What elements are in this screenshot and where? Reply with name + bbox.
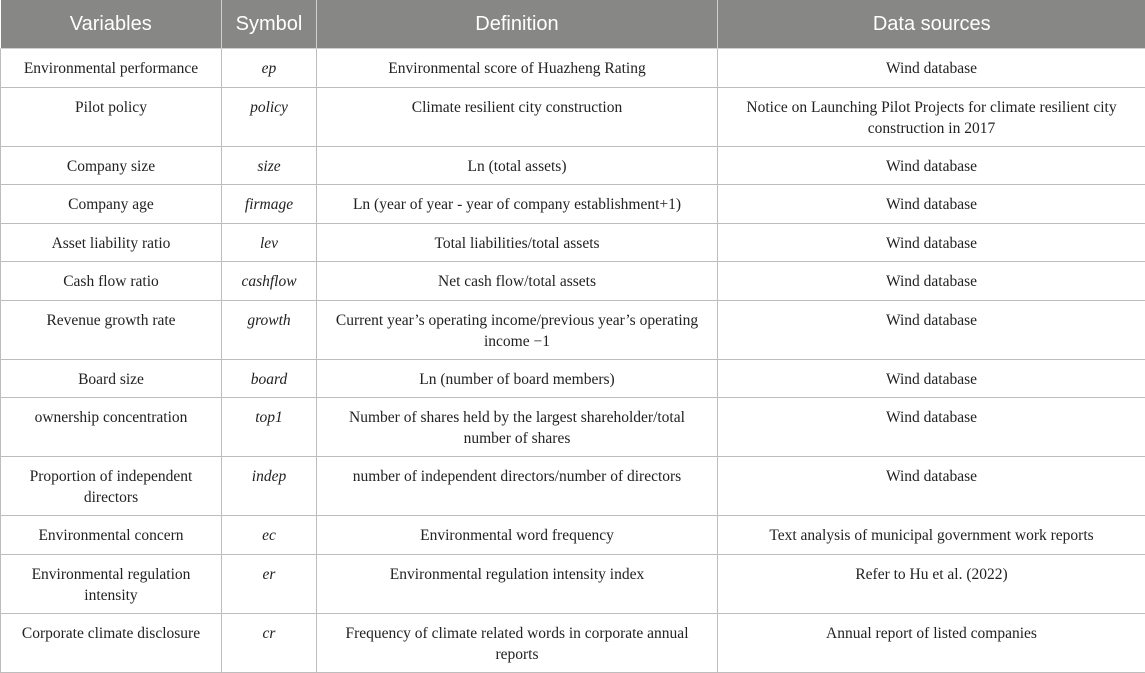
cell-symbol: indep xyxy=(222,457,317,516)
cell-source: Wind database xyxy=(718,262,1145,301)
table-row xyxy=(1,457,1145,516)
table-row xyxy=(1,223,1145,262)
table-row xyxy=(1,300,1145,359)
cell-variable: Board size xyxy=(1,359,222,398)
cell-definition: Frequency of climate related words in corporate annual reports xyxy=(317,613,718,672)
table-row xyxy=(1,613,1145,672)
cell-definition: Ln (total assets) xyxy=(317,146,718,185)
cell-variable: Company size xyxy=(1,146,222,185)
cell-definition: Environmental word frequency xyxy=(317,516,718,555)
cell-source: Wind database xyxy=(718,185,1145,224)
header-symbol: Symbol xyxy=(222,0,317,49)
header-data-sources: Data sources xyxy=(718,0,1145,49)
table-row xyxy=(1,146,1145,185)
header-row xyxy=(1,0,1145,49)
cell-definition: Ln (number of board members) xyxy=(317,359,718,398)
cell-symbol: cr xyxy=(222,613,317,672)
cell-source: Wind database xyxy=(718,49,1145,88)
table-row xyxy=(1,87,1145,146)
cell-source: Annual report of listed companies xyxy=(718,613,1145,672)
cell-definition: Environmental regulation intensity index xyxy=(317,554,718,613)
table-row xyxy=(1,554,1145,613)
cell-definition: Environmental score of Huazheng Rating xyxy=(317,49,718,88)
table-row xyxy=(1,262,1145,301)
cell-source: Wind database xyxy=(718,146,1145,185)
cell-source: Wind database xyxy=(718,223,1145,262)
cell-definition: Net cash flow/total assets xyxy=(317,262,718,301)
table-row xyxy=(1,49,1145,88)
cell-definition: Climate resilient city construction xyxy=(317,87,718,146)
cell-variable: Environmental concern xyxy=(1,516,222,555)
cell-symbol: cashflow xyxy=(222,262,317,301)
table-row xyxy=(1,398,1145,457)
table-row xyxy=(1,516,1145,555)
cell-source: Notice on Launching Pilot Projects for climate resilient city construction in 2017 xyxy=(718,87,1145,146)
cell-variable: Proportion of independent directors xyxy=(1,457,222,516)
cell-symbol: top1 xyxy=(222,398,317,457)
cell-variable: Environmental regulation intensity xyxy=(1,554,222,613)
table-row xyxy=(1,359,1145,398)
cell-variable: Company age xyxy=(1,185,222,224)
header-definition: Definition xyxy=(317,0,718,49)
cell-variable: Cash flow ratio xyxy=(1,262,222,301)
cell-definition: Ln (year of year - year of company establishment+1) xyxy=(317,185,718,224)
cell-source: Text analysis of municipal government work reports xyxy=(718,516,1145,555)
cell-definition: number of independent directors/number of directors xyxy=(317,457,718,516)
cell-source: Wind database xyxy=(718,300,1145,359)
table-header xyxy=(1,0,1145,49)
table-body xyxy=(1,49,1145,673)
cell-symbol: size xyxy=(222,146,317,185)
cell-symbol: ep xyxy=(222,49,317,88)
table-row xyxy=(1,185,1145,224)
cell-variable: Revenue growth rate xyxy=(1,300,222,359)
cell-symbol: policy xyxy=(222,87,317,146)
cell-symbol: firmage xyxy=(222,185,317,224)
header-variables: Variables xyxy=(1,0,222,49)
cell-symbol: ec xyxy=(222,516,317,555)
cell-source: Wind database xyxy=(718,359,1145,398)
cell-source: Refer to Hu et al. (2022) xyxy=(718,554,1145,613)
cell-symbol: er xyxy=(222,554,317,613)
cell-definition: Number of shares held by the largest shareholder/total number of shares xyxy=(317,398,718,457)
cell-definition: Current year’s operating income/previous year’s operating income −1 xyxy=(317,300,718,359)
cell-variable: Environmental performance xyxy=(1,49,222,88)
cell-definition: Total liabilities/total assets xyxy=(317,223,718,262)
cell-symbol: lev xyxy=(222,223,317,262)
cell-variable: Pilot policy xyxy=(1,87,222,146)
cell-symbol: board xyxy=(222,359,317,398)
cell-source: Wind database xyxy=(718,398,1145,457)
cell-variable: Corporate climate disclosure xyxy=(1,613,222,672)
cell-variable: ownership concentration xyxy=(1,398,222,457)
cell-symbol: growth xyxy=(222,300,317,359)
cell-source: Wind database xyxy=(718,457,1145,516)
cell-variable: Asset liability ratio xyxy=(1,223,222,262)
